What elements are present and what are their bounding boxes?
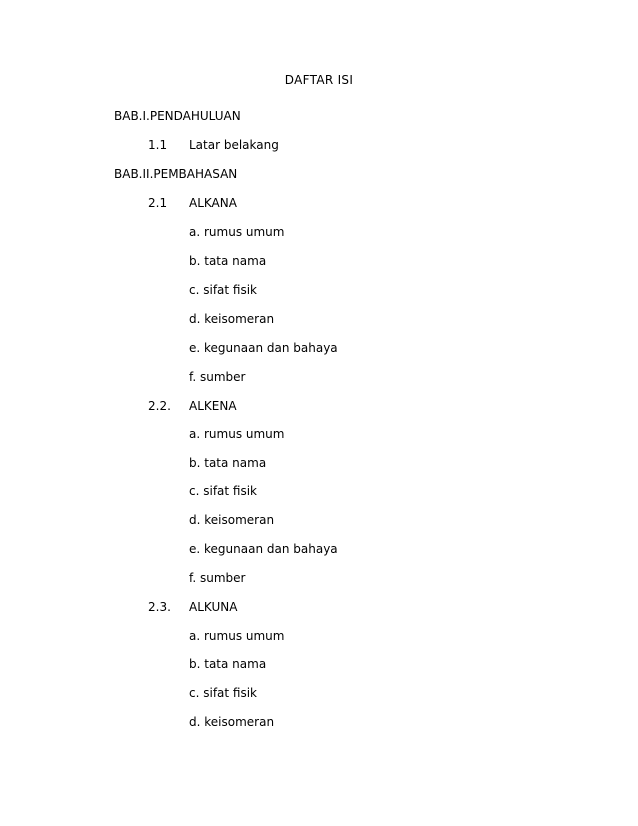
list-item: b. tata nama bbox=[189, 657, 267, 671]
list-item: e. kegunaan dan bahaya bbox=[189, 341, 338, 355]
list-item: e. kegunaan dan bahaya bbox=[189, 542, 338, 556]
list-item: c. sifat fisik bbox=[189, 484, 258, 498]
section-title-alkena: ALKENA bbox=[189, 399, 237, 413]
list-item: b. tata nama bbox=[189, 456, 267, 470]
section-title-alkana: ALKANA bbox=[189, 196, 237, 210]
chapter-heading-2: BAB.II.PEMBAHASAN bbox=[114, 167, 238, 181]
section-number-2-3: 2.3. bbox=[148, 600, 171, 614]
page-title: DAFTAR ISI bbox=[284, 73, 354, 87]
section-number-2-2: 2.2. bbox=[148, 399, 171, 413]
list-item: b. tata nama bbox=[189, 254, 267, 268]
list-item: c. sifat fisik bbox=[189, 283, 258, 297]
list-item: f. sumber bbox=[189, 571, 246, 585]
section-number-2-1: 2.1 bbox=[148, 196, 168, 210]
list-item: a. rumus umum bbox=[189, 629, 285, 643]
list-item: d. keisomeran bbox=[189, 715, 275, 729]
list-item: d. keisomeran bbox=[189, 312, 275, 326]
section-title-latar-belakang: Latar belakang bbox=[189, 138, 279, 152]
section-number-1-1: 1.1 bbox=[148, 138, 168, 152]
list-item: a. rumus umum bbox=[189, 427, 285, 441]
list-item: d. keisomeran bbox=[189, 513, 275, 527]
section-title-alkuna: ALKUNA bbox=[189, 600, 238, 614]
list-item: c. sifat fisik bbox=[189, 686, 258, 700]
list-item: f. sumber bbox=[189, 370, 246, 384]
chapter-heading-1: BAB.I.PENDAHULUAN bbox=[114, 109, 241, 123]
list-item: a. rumus umum bbox=[189, 225, 285, 239]
